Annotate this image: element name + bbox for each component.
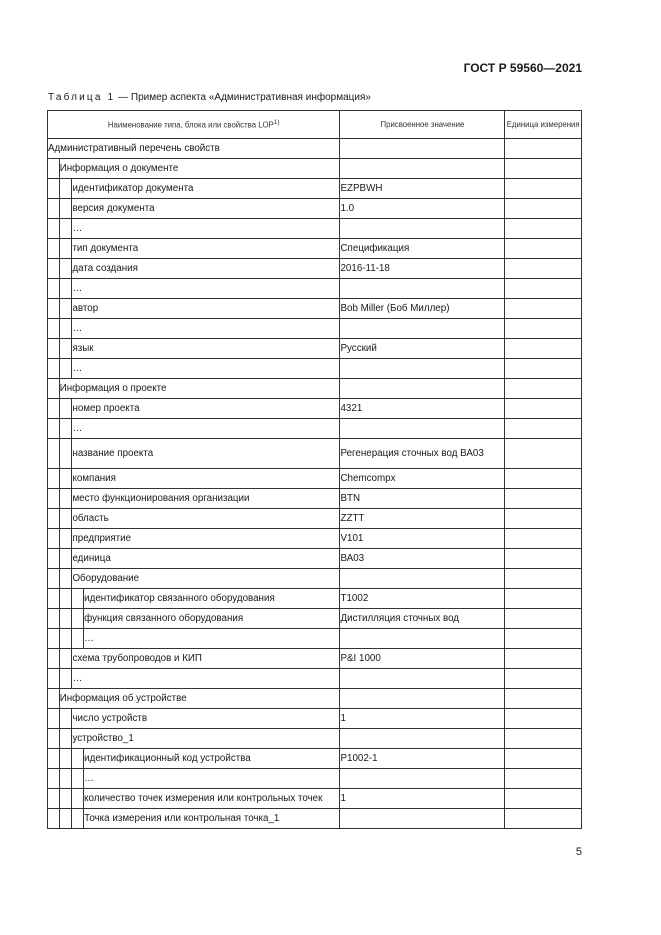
assigned-value: Спецификация xyxy=(340,239,505,259)
assigned-value xyxy=(340,569,505,589)
assigned-value xyxy=(340,379,505,399)
administrative-info-table xyxy=(47,110,582,829)
indent-cell xyxy=(59,299,72,319)
assigned-value: 1.0 xyxy=(340,199,505,219)
indent-cell xyxy=(72,809,84,829)
indent-cell xyxy=(48,749,60,769)
property-name: Оборудование xyxy=(72,569,340,589)
table-row xyxy=(48,399,582,419)
property-name: … xyxy=(72,219,340,239)
table-row xyxy=(48,609,582,629)
assigned-value: 1 xyxy=(340,789,505,809)
indent-cell xyxy=(48,529,60,549)
assigned-value: 1 xyxy=(340,709,505,729)
indent-cell xyxy=(72,589,84,609)
unit-cell xyxy=(505,809,582,829)
unit-cell xyxy=(505,379,582,399)
document-code: ГОСТ Р 59560—2021 xyxy=(463,61,582,75)
property-name: автор xyxy=(72,299,340,319)
indent-cell xyxy=(72,769,84,789)
property-name: Информация о проекте xyxy=(59,379,340,399)
indent-cell xyxy=(48,259,60,279)
unit-cell xyxy=(505,689,582,709)
indent-cell xyxy=(48,319,60,339)
property-name: тип документа xyxy=(72,239,340,259)
indent-cell xyxy=(72,749,84,769)
table-body xyxy=(48,139,582,829)
table-row xyxy=(48,729,582,749)
assigned-value: ВА03 xyxy=(340,549,505,569)
indent-cell xyxy=(59,279,72,299)
indent-cell xyxy=(59,339,72,359)
table-row xyxy=(48,239,582,259)
indent-cell xyxy=(59,319,72,339)
assigned-value xyxy=(340,769,505,789)
property-name: … xyxy=(72,359,340,379)
indent-cell xyxy=(48,239,60,259)
unit-cell xyxy=(505,219,582,239)
unit-cell xyxy=(505,239,582,259)
unit-cell xyxy=(505,629,582,649)
indent-cell xyxy=(59,469,72,489)
indent-cell xyxy=(48,379,60,399)
unit-cell xyxy=(505,569,582,589)
indent-cell xyxy=(59,509,72,529)
indent-cell xyxy=(48,689,60,709)
property-name: количество точек измерения или контрольных точек xyxy=(84,789,340,809)
indent-cell xyxy=(59,399,72,419)
property-name: … xyxy=(72,319,340,339)
indent-cell xyxy=(59,219,72,239)
unit-cell xyxy=(505,769,582,789)
property-name: … xyxy=(72,419,340,439)
assigned-value xyxy=(340,729,505,749)
indent-cell xyxy=(48,279,60,299)
unit-cell xyxy=(505,529,582,549)
table-row xyxy=(48,439,582,469)
property-name: предприятие xyxy=(72,529,340,549)
table-row xyxy=(48,669,582,689)
indent-cell xyxy=(59,589,72,609)
assigned-value xyxy=(340,669,505,689)
table-row xyxy=(48,469,582,489)
indent-cell xyxy=(59,729,72,749)
indent-cell xyxy=(48,159,60,179)
unit-cell xyxy=(505,489,582,509)
property-name: название проекта xyxy=(72,439,340,469)
indent-cell xyxy=(59,549,72,569)
indent-cell xyxy=(48,609,60,629)
assigned-value: 2016-11-18 xyxy=(340,259,505,279)
indent-cell xyxy=(48,399,60,419)
property-name: идентификационный код устройства xyxy=(84,749,340,769)
table-row xyxy=(48,339,582,359)
indent-cell xyxy=(59,789,72,809)
table-caption-label: Таблица 1 xyxy=(48,92,116,103)
unit-cell xyxy=(505,279,582,299)
table-caption xyxy=(48,92,371,103)
indent-cell xyxy=(48,419,60,439)
assigned-value: ZZTT xyxy=(340,509,505,529)
indent-cell xyxy=(59,749,72,769)
assigned-value: Chemcompx xyxy=(340,469,505,489)
indent-cell xyxy=(48,339,60,359)
header-value: Присвоенное значение xyxy=(340,111,505,139)
indent-cell xyxy=(48,439,60,469)
table-row xyxy=(48,359,582,379)
table-row xyxy=(48,489,582,509)
indent-cell xyxy=(59,569,72,589)
unit-cell xyxy=(505,709,582,729)
unit-cell xyxy=(505,469,582,489)
assigned-value xyxy=(340,279,505,299)
indent-cell xyxy=(59,199,72,219)
unit-cell xyxy=(505,299,582,319)
indent-cell xyxy=(59,359,72,379)
unit-cell xyxy=(505,359,582,379)
assigned-value xyxy=(340,359,505,379)
indent-cell xyxy=(48,549,60,569)
header-name-footnote: 1) xyxy=(273,119,280,127)
indent-cell xyxy=(48,359,60,379)
table-row xyxy=(48,749,582,769)
table-row xyxy=(48,299,582,319)
property-name: язык xyxy=(72,339,340,359)
header-name xyxy=(48,111,340,139)
unit-cell xyxy=(505,549,582,569)
indent-cell xyxy=(48,649,60,669)
indent-cell xyxy=(59,769,72,789)
unit-cell xyxy=(505,509,582,529)
assigned-value: Bob Miller (Боб Миллер) xyxy=(340,299,505,319)
table-row xyxy=(48,319,582,339)
indent-cell xyxy=(48,629,60,649)
assigned-value: 4321 xyxy=(340,399,505,419)
table-row xyxy=(48,259,582,279)
indent-cell xyxy=(48,179,60,199)
property-name: … xyxy=(72,669,340,689)
assigned-value xyxy=(340,219,505,239)
assigned-value: P&I 1000 xyxy=(340,649,505,669)
assigned-value: V101 xyxy=(340,529,505,549)
table-row xyxy=(48,789,582,809)
property-name: область xyxy=(72,509,340,529)
table-row xyxy=(48,629,582,649)
unit-cell xyxy=(505,439,582,469)
property-name: Административный перечень свойств xyxy=(48,139,340,159)
unit-cell xyxy=(505,159,582,179)
table-row xyxy=(48,379,582,399)
property-name: номер проекта xyxy=(72,399,340,419)
table-row xyxy=(48,279,582,299)
assigned-value xyxy=(340,809,505,829)
property-name: компания xyxy=(72,469,340,489)
indent-cell xyxy=(59,629,72,649)
property-name: место функционирования организации xyxy=(72,489,340,509)
unit-cell xyxy=(505,749,582,769)
unit-cell xyxy=(505,199,582,219)
indent-cell xyxy=(72,789,84,809)
indent-cell xyxy=(48,789,60,809)
property-name: схема трубопроводов и КИП xyxy=(72,649,340,669)
indent-cell xyxy=(59,239,72,259)
assigned-value xyxy=(340,689,505,709)
unit-cell xyxy=(505,259,582,279)
property-name: число устройств xyxy=(72,709,340,729)
indent-cell xyxy=(59,809,72,829)
property-name: Информация о документе xyxy=(59,159,340,179)
unit-cell xyxy=(505,789,582,809)
assigned-value xyxy=(340,319,505,339)
property-name: Точка измерения или контрольная точка_1 xyxy=(84,809,340,829)
table-row xyxy=(48,809,582,829)
assigned-value: T1002 xyxy=(340,589,505,609)
table-row xyxy=(48,219,582,239)
table-row xyxy=(48,589,582,609)
assigned-value: Регенерация сточных вод ВА03 xyxy=(340,439,505,469)
indent-cell xyxy=(48,509,60,529)
unit-cell xyxy=(505,339,582,359)
table-row xyxy=(48,529,582,549)
assigned-value xyxy=(340,159,505,179)
table-caption-text: — Пример аспекта «Административная информация» xyxy=(115,92,371,103)
indent-cell xyxy=(59,609,72,629)
unit-cell xyxy=(505,649,582,669)
property-name: … xyxy=(72,279,340,299)
assigned-value xyxy=(340,419,505,439)
header-name-text: Наименование типа, блока или свойства LOP xyxy=(107,120,274,130)
indent-cell xyxy=(48,809,60,829)
indent-cell xyxy=(59,259,72,279)
property-name: Информация об устройстве xyxy=(59,689,340,709)
property-name: идентификатор документа xyxy=(72,179,340,199)
assigned-value: P1002-1 xyxy=(340,749,505,769)
table-row xyxy=(48,139,582,159)
assigned-value: EZPBWH xyxy=(340,179,505,199)
table-row xyxy=(48,179,582,199)
unit-cell xyxy=(505,179,582,199)
property-name: … xyxy=(84,629,340,649)
table-row xyxy=(48,769,582,789)
indent-cell xyxy=(48,589,60,609)
table-row xyxy=(48,649,582,669)
assigned-value xyxy=(340,629,505,649)
table-row xyxy=(48,419,582,439)
indent-cell xyxy=(48,199,60,219)
assigned-value: BTN xyxy=(340,489,505,509)
property-name: дата создания xyxy=(72,259,340,279)
table-header-row xyxy=(48,111,582,139)
indent-cell xyxy=(59,649,72,669)
header-unit: Единица измерения xyxy=(505,111,582,139)
property-name: единица xyxy=(72,549,340,569)
indent-cell xyxy=(48,469,60,489)
indent-cell xyxy=(59,439,72,469)
indent-cell xyxy=(48,219,60,239)
indent-cell xyxy=(48,299,60,319)
indent-cell xyxy=(59,529,72,549)
unit-cell xyxy=(505,669,582,689)
unit-cell xyxy=(505,609,582,629)
unit-cell xyxy=(505,589,582,609)
assigned-value: Дистилляция сточных вод xyxy=(340,609,505,629)
unit-cell xyxy=(505,319,582,339)
table-row xyxy=(48,509,582,529)
indent-cell xyxy=(59,669,72,689)
indent-cell xyxy=(59,709,72,729)
property-name: версия документа xyxy=(72,199,340,219)
table-row xyxy=(48,689,582,709)
page-number: 5 xyxy=(575,846,582,858)
assigned-value: Русский xyxy=(340,339,505,359)
property-name: … xyxy=(84,769,340,789)
property-name: устройство_1 xyxy=(72,729,340,749)
indent-cell xyxy=(48,709,60,729)
indent-cell xyxy=(48,669,60,689)
unit-cell xyxy=(505,399,582,419)
indent-cell xyxy=(59,489,72,509)
table-row xyxy=(48,199,582,219)
indent-cell xyxy=(48,769,60,789)
property-name: идентификатор связанного оборудования xyxy=(84,589,340,609)
unit-cell xyxy=(505,729,582,749)
table-row xyxy=(48,159,582,179)
indent-cell xyxy=(48,569,60,589)
indent-cell xyxy=(59,419,72,439)
indent-cell xyxy=(48,729,60,749)
unit-cell xyxy=(505,419,582,439)
indent-cell xyxy=(72,629,84,649)
table-row xyxy=(48,549,582,569)
assigned-value xyxy=(340,139,505,159)
property-name: функция связанного оборудования xyxy=(84,609,340,629)
indent-cell xyxy=(72,609,84,629)
indent-cell xyxy=(48,489,60,509)
unit-cell xyxy=(505,139,582,159)
indent-cell xyxy=(59,179,72,199)
table-row xyxy=(48,569,582,589)
table-row xyxy=(48,709,582,729)
